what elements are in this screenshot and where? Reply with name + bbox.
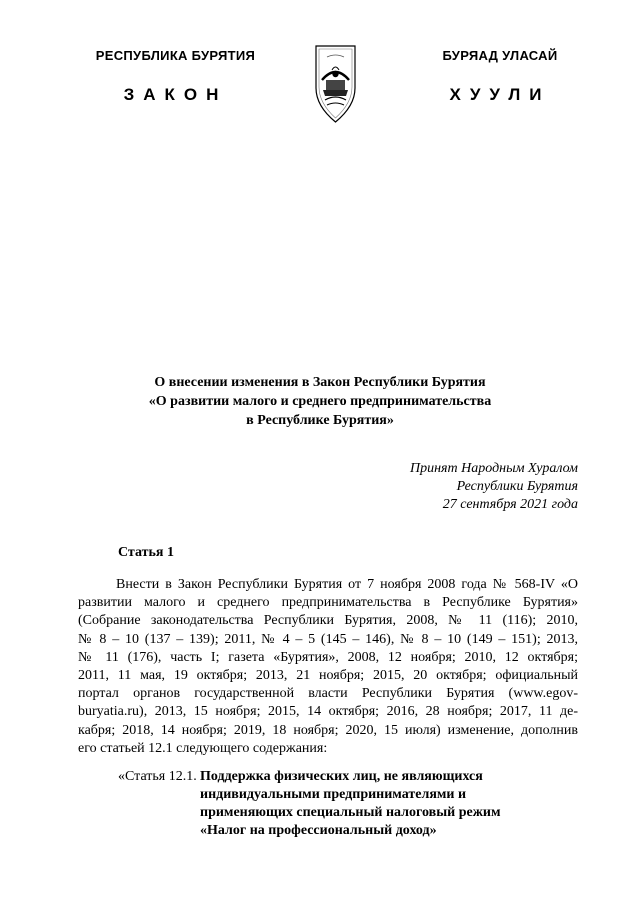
new-article-title-line: «Налог на профессиональный доход» (200, 823, 437, 838)
body-line: кабря; 2018, 14 ноября; 2019, 18 ноября; 2020, 15 июля) изменение, дополнив (78, 722, 578, 738)
republic-name-buryat: БУРЯАД УЛАСАЙ (442, 48, 558, 63)
new-article-title (200, 768, 560, 840)
article-1-body (78, 576, 578, 758)
new-article-label: «Статья 12.1. (118, 769, 197, 784)
adoption-date: 27 сентября 2021 года (442, 497, 578, 512)
body-line: buryatia.ru), 2013, 15 ноября; 2015, 14 октября; 2016, 28 ноября; 2017, 11 де- (78, 704, 578, 720)
new-article-title-line: индивидуальными предпринимателями и (200, 787, 467, 802)
adoption-line: Принят Народным Хуралом (409, 461, 578, 476)
law-title-line: «О развитии малого и среднего предпринимательства (148, 394, 492, 409)
adoption-note (410, 460, 578, 514)
body-line: портал органов государственной власти Республики Бурятия (www.egov- (78, 686, 578, 702)
law-title-line: в Республике Бурятия» (246, 413, 394, 428)
header-right (425, 48, 575, 105)
body-line: его статьей 12.1 следующего содержания: (78, 740, 328, 756)
doc-type-buryat: ХУУЛИ (449, 85, 551, 104)
republic-name-russian: РЕСПУБЛИКА БУРЯТИЯ (95, 48, 256, 63)
article-1-heading: Статья 1 (118, 545, 174, 560)
new-article-title-line: Поддержка физических лиц, не являющихся (200, 769, 483, 784)
body-line: (Собрание законодательства Республики Бурятия, 2008, № 11 (116); 2010, (78, 613, 578, 629)
header-left (88, 48, 263, 105)
body-line: развитии малого и среднего предпринимательства в Республике Бурятия» (78, 595, 578, 611)
adoption-line: Республики Бурятия (456, 479, 578, 494)
body-line: 2011, 11 мая, 19 октября; 2013, 21 ноября; 2015, 20 октября; официальный (78, 668, 578, 684)
law-title (100, 373, 540, 430)
law-title-line: О внесении изменения в Закон Республики Бурятия (154, 375, 486, 390)
doc-type-russian: ЗАКОН (123, 85, 228, 104)
coat-of-arms-icon (313, 40, 358, 125)
body-line: Внести в Закон Республики Бурятия от 7 ноября 2008 года № 568-IV «О (116, 577, 578, 592)
body-line: № 11 (176), часть I; газета «Бурятия», 2008, 12 ноября; 2010, 12 октября; (78, 649, 578, 665)
new-article-title-line: применяющих специальный налоговый режим (200, 805, 501, 820)
body-line: № 8 – 10 (137 – 139); 2011, № 4 – 5 (145 – 146), № 8 – 10 (149 – 151); 2013, (78, 631, 578, 647)
